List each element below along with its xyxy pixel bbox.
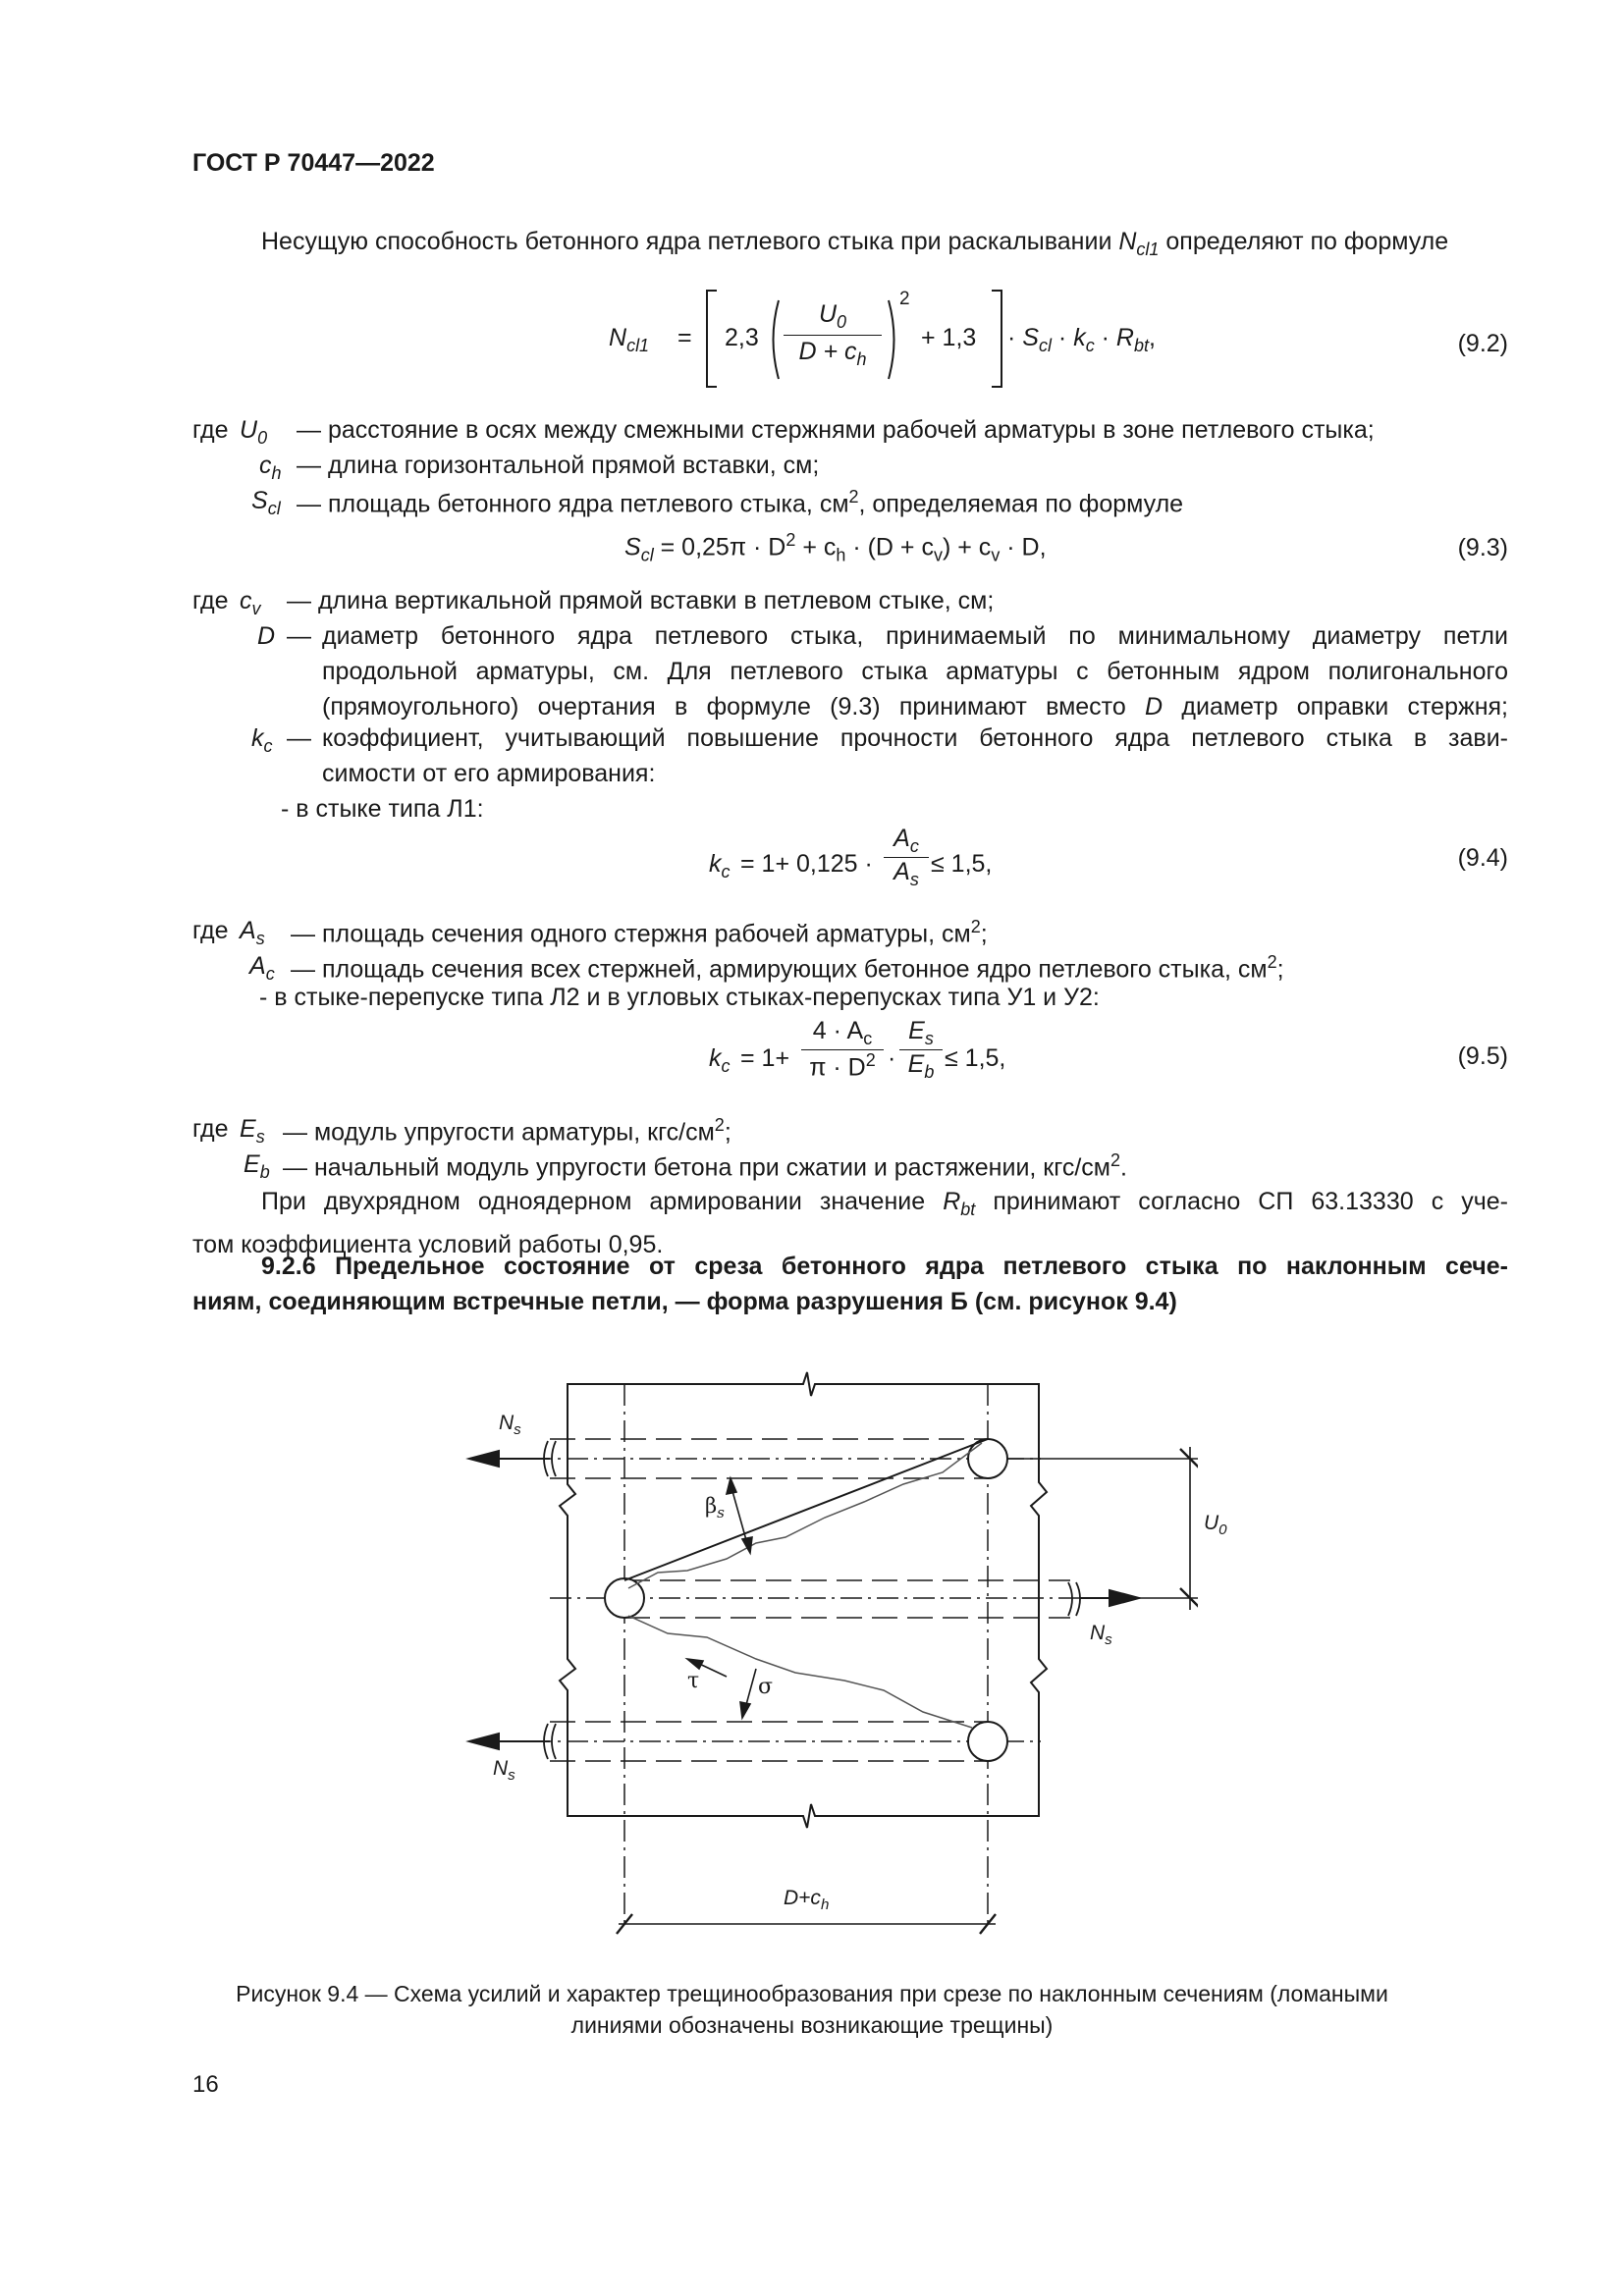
def-cv-symbol: $c_v$ (240, 587, 261, 618)
loop-bottom-right (968, 1722, 1007, 1761)
label-ns-mid: $N_s$ (1090, 1622, 1112, 1649)
label-ns-bottom: $N_s$ (493, 1757, 515, 1785)
def-as-prefix: где (192, 917, 229, 944)
def-kc-text: коэффициент, учитывающий повышение прочности бетонного ядра петлевого стыка в зави- симости от его армирования: (322, 724, 1508, 787)
def-kc-dash: — (287, 724, 311, 752)
eq94-number: (9.4) (1457, 844, 1508, 872)
intro-text-a: Несущую способность бетонного ядра петлевого стыка при раскалывании (261, 228, 1119, 255)
label-u0: $U_0$ (1204, 1512, 1227, 1539)
def-d-symbol: D (257, 622, 276, 650)
rbt-paragraph: При двухрядном одноядерном армировании значение $R_{bt}$ принимают согласно СП 63.13330 с уче- том коэффициента условий работы 0,95. (192, 1188, 1508, 1258)
arrow-ns-mid (1110, 1590, 1139, 1606)
inclined-section (624, 1439, 988, 1580)
def-u0-symbol: $U_0$ (240, 416, 268, 448)
equation-9-2 (609, 287, 1159, 395)
label-sigma: σ (758, 1675, 774, 1699)
def-as-symbol: $A_s$ (240, 917, 265, 948)
def-kc-symbol: $k_c$ (251, 724, 273, 756)
eq92-fraction: $U_0$ $D + c_h$ (784, 300, 882, 370)
eq92-power: 2 (899, 289, 910, 309)
crack-upper (628, 1443, 982, 1588)
intro-symbol-sub: cl1 (1136, 240, 1160, 259)
figure-9-4 (452, 1355, 1198, 1944)
arrow-ns-bottom (469, 1734, 499, 1749)
equation-9-3: $S_{cl} = 0,25\pi \cdot D^2 + c_h \cdot (D + c_v) + c_v \cdot D$, (624, 530, 1047, 565)
def-es-prefix: где (192, 1115, 229, 1143)
def-ch-text: — длина горизонтальной прямой вставки, см; (297, 452, 820, 479)
def-scl-symbol: $S_{cl}$ (251, 487, 281, 518)
eq92-right-bracket (986, 289, 1005, 389)
eq92-number: (9.2) (1457, 330, 1508, 357)
def-u0-prefix: где (192, 416, 229, 444)
label-tau: τ (687, 1669, 700, 1693)
section-9-2-6: 9.2.6 Предельное состояние от среза бетонного ядра петлевого стыка по наклонным сече- ниям, соединяющим встречные петли, — форма разрушения Б (см. рисунок 9.4) (192, 1253, 1508, 1315)
label-beta-s: $\beta_s$ (705, 1494, 725, 1522)
label-ns-top: $N_s$ (499, 1412, 521, 1439)
eq92-left-bracket (703, 289, 723, 389)
page-number: 16 (192, 2071, 219, 2098)
figure-caption: Рисунок 9.4 — Схема усилий и характер трещинообразования при срезе по наклонным сечениям (ломаными линиями обозначены возникающие трещины) (236, 1981, 1388, 2038)
def-ac-text: — площадь сечения всех стержней, армирующих бетонное ядро петлевого стыка, $см^2$; (291, 952, 1284, 984)
eq92-tail: · $S_{cl} \cdot k_c \cdot R_{bt}$, (1007, 324, 1156, 355)
label-d-plus-ch: $D+c_h$ (784, 1887, 830, 1914)
eq92-right-paren (886, 298, 901, 381)
def-eb-symbol: $E_b$ (244, 1150, 270, 1182)
crack-lower (628, 1616, 972, 1728)
eq92-plus: + 1,3 (921, 324, 977, 351)
def-ch-symbol: $c_h$ (259, 452, 282, 483)
eq92-equals: = (677, 324, 692, 351)
def-es-symbol: $E_s$ (240, 1115, 265, 1147)
eq92-lhs: $N_{cl1}$ (609, 324, 650, 355)
loop-mid-left (605, 1578, 644, 1618)
intro-paragraph (192, 224, 1508, 267)
def-eb-text: — начальный модуль упругости бетона при сжатии и растяжении, кгс/$см^2$. (283, 1150, 1127, 1182)
def-cv-text: — длина вертикальной прямой вставки в петлевом стыке, см; (287, 587, 995, 614)
eq92-left-paren (766, 298, 782, 381)
def-d-text: диаметр бетонного ядра петлевого стыка, принимаемый по минимальному диаметру петли продольной арматуры, см. Для петлевого стыка арматуры с бетонным ядром полигонального (прямоугольного) очертания в формуле (9.3) принимают вместо D диаметр оправки стержня; (322, 622, 1508, 721)
arrow-ns-top (469, 1451, 499, 1467)
document-header: ГОСТ Р 70447—2022 (192, 149, 435, 177)
equation-9-5: $k_c$ = 1+ $4 \cdot A_c$ $\pi \cdot D^2$ · $E_s$ $E_b$ ≤ 1,5, (709, 1017, 1006, 1082)
def-ac-symbol: $A_c$ (249, 952, 275, 984)
def-d-dash: — (287, 622, 311, 650)
case-l1: - в стыке типа Л1: (281, 795, 484, 823)
equation-9-4: $k_c$ = 1+ 0,125 · $A_c$ $A_s$ ≤ 1,5, (709, 825, 993, 889)
def-es-text: — модуль упругости арматуры, кгс/$см^2$; (283, 1115, 731, 1147)
eq95-number: (9.5) (1457, 1042, 1508, 1070)
def-as-text: — площадь сечения одного стержня рабочей арматуры, $см^2$; (291, 917, 988, 948)
def-scl-text: — площадь бетонного ядра петлевого стыка, $см^2$, определяемая по формуле (297, 487, 1184, 518)
eq92-coef: 2,3 (725, 324, 759, 351)
case-l2: - в стыке-перепуске типа Л2 и в угловых стыках-перепусках типа У1 и У2: (259, 984, 1100, 1011)
def-cv-prefix: где (192, 587, 229, 614)
def-u0-text: — расстояние в осях между смежными стержнями рабочей арматуры в зоне петлевого стыка; (297, 416, 1375, 444)
intro-symbol: N (1118, 228, 1137, 255)
eq93-number: (9.3) (1457, 534, 1508, 561)
intro-text-b: определяют по формуле (1159, 228, 1449, 255)
